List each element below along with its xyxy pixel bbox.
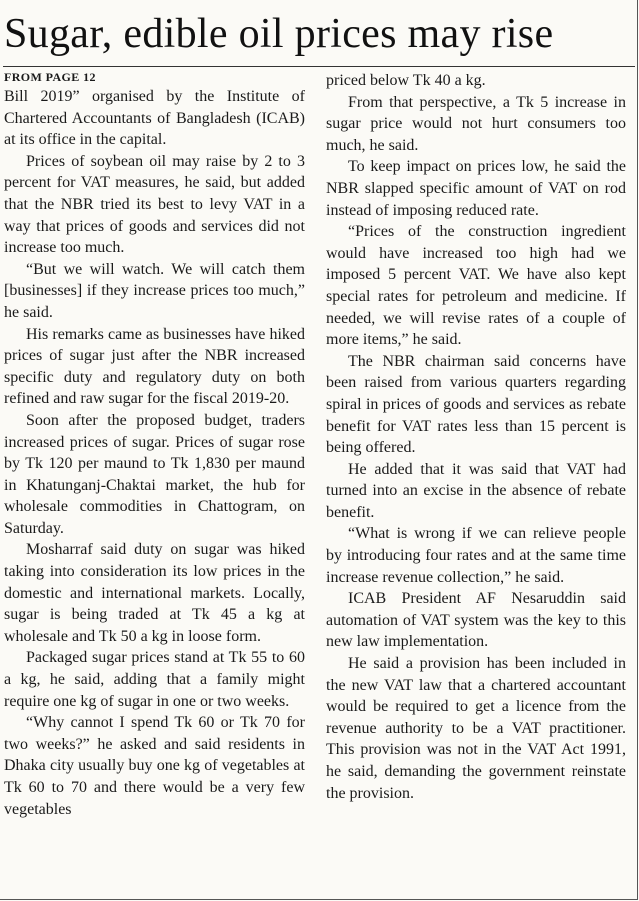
paragraph: Packaged sugar prices stand at Tk 55 to 60 a kg, he said, adding that a family might require one kg of sugar in one or two weeks. <box>4 649 305 710</box>
right-column <box>326 70 626 804</box>
paragraph: Soon after the proposed budget, traders increased prices of sugar. Prices of sugar rose by Tk 120 per maund to Tk 1,830 per maund in Khatunganj-Chaktai market, the hub for wholesale commodities in Chattogram, on Saturday. <box>4 411 305 537</box>
paragraph: His remarks came as businesses have hiked prices of sugar just after the NBR increased specific duty and regulatory duty on both refined and raw sugar for the fiscal 2019-20. <box>4 325 305 408</box>
paragraph: He said a provision has been included in the new VAT law that a chartered accountant would be required to get a licence from the revenue authority to be a VAT practitioner. This provision was not in the VAT Act 1991, he said, demanding the government reinstate the provision. <box>326 655 626 802</box>
paragraph: The NBR chairman said concerns have been raised from various quarters regarding spiral in prices of goods and services as rebate benefit for VAT rates less than 15 percent is being offered. <box>326 352 626 457</box>
paragraph: priced below Tk 40 a kg. <box>326 72 486 89</box>
paragraph: He added that it was said that VAT had turned into an excise in the absence of rebate benefit. <box>326 460 626 521</box>
paragraph: “Why cannot I spend Tk 60 or Tk 70 for two weeks?” he asked and said residents in Dhaka city usually buy one kg of vegetables at Tk 60 to 70 and there would be a very few vegetables <box>4 714 305 818</box>
paragraph: “Prices of the construction ingredient would have increased too high had we imposed 5 percent VAT. We have also kept special rates for petroleum and medicine. If needed, we will revise rates of a couple of more items,” he said. <box>326 223 626 349</box>
headline: Sugar, edible oil prices may rise <box>4 11 554 57</box>
paragraph: Prices of soybean oil may raise by 2 to 3 percent for VAT measures, he said, but added that the NBR tried its best to levy VAT in a way that prices of goods and services did not increase too much. <box>4 152 305 257</box>
paragraph: “But we will watch. We will catch them [businesses] if they increase prices too much,” he said. <box>4 260 305 321</box>
kicker: FROM PAGE 12 <box>4 70 96 84</box>
paragraph: ICAB President AF Nesaruddin said automation of VAT system was the key to this new law implementation. <box>326 590 626 651</box>
left-column <box>4 70 305 820</box>
paragraph: Mosharraf said duty on sugar was hiked taking into consideration its low prices in the domestic and international markets. Locally, sugar is being traded at Tk 45 a kg at wholesale and Tk 50 a kg in loose form. <box>4 541 305 645</box>
paragraph: Bill 2019” organised by the Institute of Chartered Accountants of Bangladesh (ICAB) at its office in the capital. <box>4 88 305 149</box>
paragraph: “What is wrong if we can relieve people by introducing four rates and at the same time increase revenue collection,” he said. <box>326 525 626 586</box>
paragraph: From that perspective, a Tk 5 increase in sugar price would not hurt consumers too much, he said. <box>326 93 626 154</box>
headline-rule <box>3 66 635 67</box>
paragraph: To keep impact on prices low, he said the NBR slapped specific amount of VAT on rod instead of imposing reduced rate. <box>326 158 626 219</box>
